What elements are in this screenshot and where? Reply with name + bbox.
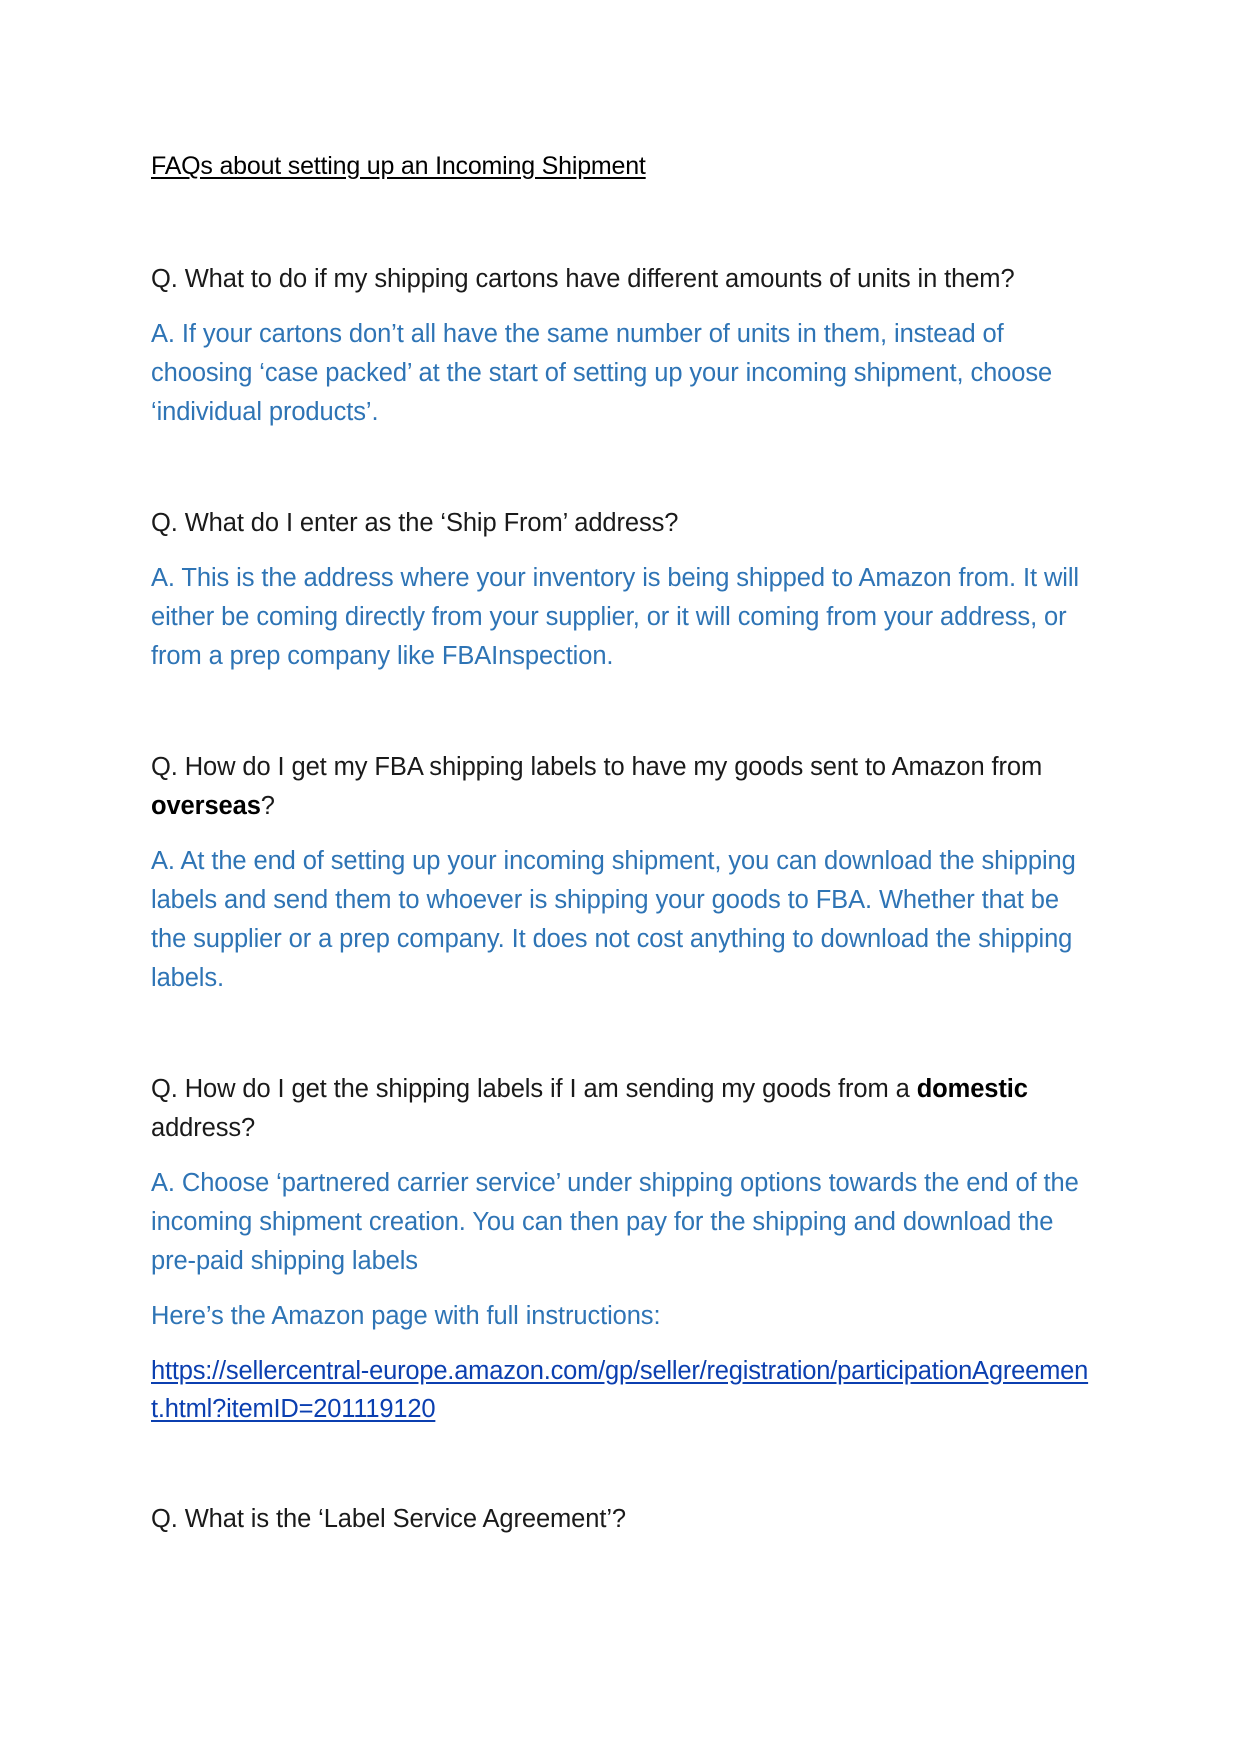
faq-question-3-end: ? <box>260 792 275 820</box>
faq-question-4-text: Q. How do I get the shipping labels if I am sending my goods from a <box>151 1075 917 1103</box>
faq-question-3 <box>151 748 1101 826</box>
faq-answer-1: A. If your cartons don’t all have the same number of units in them, instead of choosing ‘case packed’ at the start of setting up your incoming shipment, choose ‘individual products’. <box>151 320 1053 426</box>
faq-question-3-emphasis: overseas <box>151 792 261 820</box>
faq-answer-4: A. Choose ‘partnered carrier service’ under shipping options towards the end of the incoming shipment creation. You can then pay for the shipping and download the pre-paid shipping labels <box>151 1169 1079 1275</box>
faq-question-4 <box>151 1070 1101 1148</box>
amazon-instructions-link[interactable]: https://sellercentral-europe.amazon.com/gp/seller/registration/participationAgreement.html?itemID=201119120 <box>151 1357 1089 1423</box>
page-title: FAQs about setting up an Incoming Shipment <box>151 152 646 180</box>
faq-answer-4-note: Here’s the Amazon page with full instructions: <box>151 1302 661 1330</box>
faq-question-5: Q. What is the ‘Label Service Agreement’? <box>151 1505 626 1533</box>
faq-question-1: Q. What to do if my shipping cartons have different amounts of units in them? <box>151 265 1015 293</box>
faq-answer-3: A. At the end of setting up your incoming shipment, you can download the shipping labels and send them to whoever is shipping your goods to FBA. Whether that be the supplier or a prep company. It does not cost anything to download the shipping labels. <box>151 847 1076 992</box>
faq-question-2: Q. What do I enter as the ‘Ship From’ address? <box>151 509 679 537</box>
faq-question-4-emphasis: domestic <box>916 1075 1028 1103</box>
faq-question-4-end: address? <box>151 1114 256 1142</box>
faq-answer-2: A. This is the address where your inventory is being shipped to Amazon from. It will either be coming directly from your supplier, or it will coming from your address, or from a prep company like FBAInspection. <box>151 564 1079 670</box>
faq-question-3-text: Q. How do I get my FBA shipping labels to have my goods sent to Amazon from <box>151 753 1043 781</box>
document-content <box>151 148 1101 1539</box>
